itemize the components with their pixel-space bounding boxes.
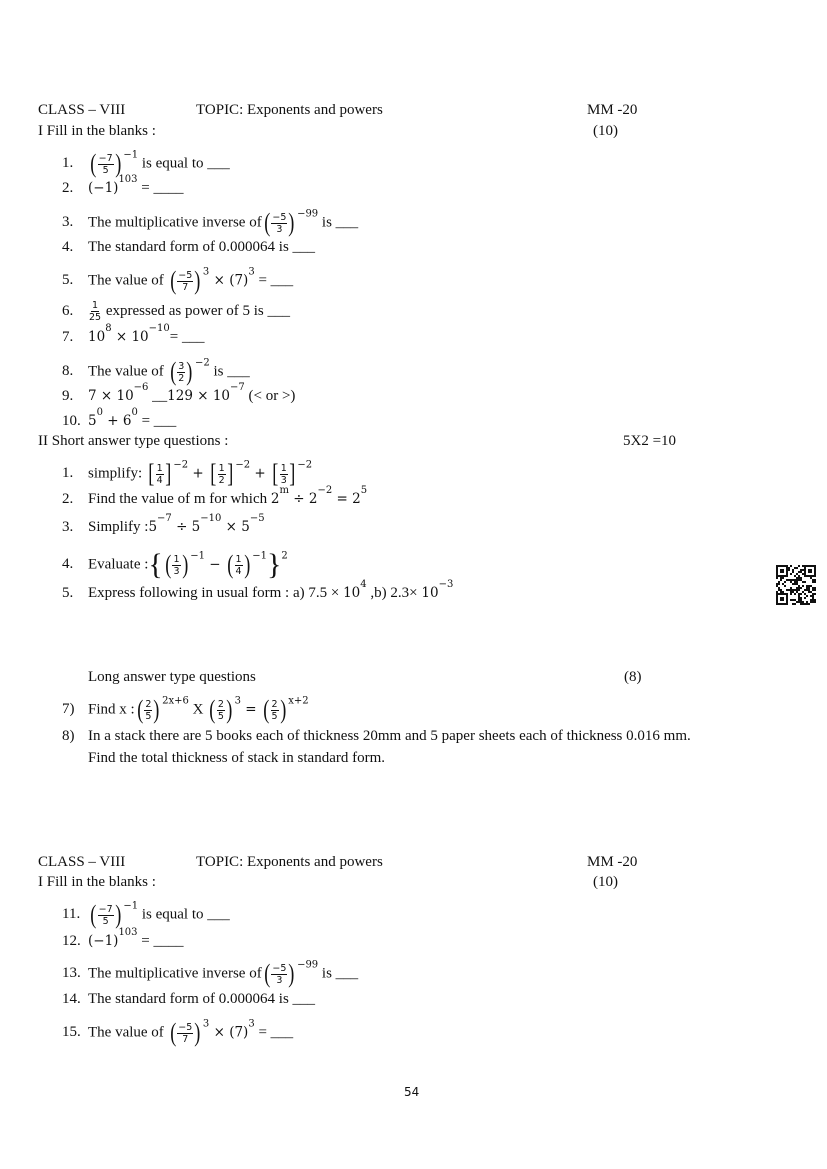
fraction-body	[172, 554, 180, 577]
numerator: −5	[272, 211, 287, 223]
exponent: −2	[297, 459, 313, 471]
fraction	[89, 300, 101, 323]
question-item	[62, 1020, 293, 1046]
question-number: 7.	[62, 329, 74, 345]
fraction	[271, 461, 296, 487]
numerator: 1	[218, 462, 225, 474]
fraction-body	[218, 463, 226, 486]
question-number: 14.	[62, 991, 81, 1007]
math-expression: +	[188, 465, 208, 482]
bracket-close: ]	[226, 459, 234, 488]
question-item	[62, 268, 293, 294]
exponent: 4	[360, 579, 367, 590]
fraction	[226, 552, 251, 578]
fraction-body	[280, 463, 288, 486]
question-text: The value of	[88, 272, 168, 289]
bracket-open: (	[136, 695, 144, 724]
question-text: __	[148, 388, 168, 404]
math-expression: (−1)	[88, 180, 119, 196]
question-text: = ___	[254, 272, 294, 289]
bracket-open: (	[169, 1018, 176, 1047]
exponent: −1	[123, 149, 139, 161]
question-number: 1.	[62, 465, 74, 482]
question-item	[62, 151, 230, 177]
math-expression: 5	[148, 519, 158, 535]
exponent: −7	[230, 382, 245, 393]
exponent: 5	[360, 485, 368, 496]
numerator: 1	[156, 462, 163, 474]
question-item	[62, 548, 288, 581]
math-expression: ÷ 5	[171, 519, 201, 535]
bracket-open: (	[90, 149, 97, 178]
exponent: 2	[281, 550, 288, 562]
bracket-close: ]	[289, 459, 296, 488]
fraction-body	[156, 463, 164, 486]
section-title: Long answer type questions	[88, 669, 256, 685]
fraction-body	[177, 361, 185, 384]
exponent: m	[279, 485, 289, 496]
exponent: 2x+6	[162, 695, 189, 707]
question-item	[62, 961, 358, 987]
exponent: 103	[118, 927, 138, 938]
question-item	[62, 359, 250, 385]
question-item	[62, 407, 177, 430]
exponent: −3	[438, 579, 454, 590]
question-item	[62, 323, 205, 346]
question-text: is ___	[209, 363, 250, 380]
question-number: 5.	[62, 272, 74, 289]
exponent: −6	[133, 382, 149, 393]
fraction	[147, 461, 172, 487]
question-text: = ___	[137, 413, 177, 429]
math-expression: 10	[421, 585, 439, 601]
denominator: 3	[276, 223, 283, 235]
question-number: 13.	[62, 965, 81, 982]
question-text: is equal to ___	[138, 906, 230, 923]
exponent: 0	[131, 407, 138, 418]
question-number: 2.	[62, 491, 74, 507]
question-text: The multiplicative inverse of	[88, 965, 262, 982]
question-text: expressed as power of 5 is ___	[102, 302, 290, 319]
denominator: 5	[217, 710, 224, 722]
denominator: 3	[173, 565, 180, 577]
exponent: 0	[96, 407, 103, 418]
denominator: 4	[235, 565, 242, 577]
numerator: 1	[173, 553, 180, 565]
question-number: 8.	[62, 363, 74, 380]
bracket-open: (	[264, 208, 271, 237]
fraction	[164, 552, 189, 578]
fraction	[89, 902, 122, 928]
denominator: 2	[218, 474, 225, 486]
question-text: The value of	[88, 363, 168, 380]
fraction-body	[98, 153, 114, 176]
question-text: Find the total thickness of stack in standard form.	[88, 750, 386, 766]
exponent: −99	[297, 208, 319, 220]
question-number: 11.	[62, 906, 81, 923]
exponent: 103	[118, 174, 138, 185]
math-expression: ÷ 2	[288, 491, 318, 507]
question-number: 7)	[62, 701, 75, 718]
fraction-body	[98, 904, 114, 927]
exponent: 3	[202, 1018, 210, 1030]
fraction	[263, 961, 296, 987]
bracket-close: )	[186, 357, 193, 386]
question-item	[62, 485, 368, 508]
bracket-close: )	[181, 550, 188, 579]
math-expression: + 6	[102, 413, 132, 429]
numerator: −7	[98, 903, 113, 915]
numerator: 3	[178, 360, 185, 372]
question-text: is equal to ___	[138, 155, 230, 172]
fraction	[169, 359, 194, 385]
fraction-body	[271, 963, 287, 986]
fraction	[208, 697, 233, 723]
numerator: −7	[98, 152, 113, 164]
denominator: 5	[145, 710, 152, 722]
math-expression: × (7)	[209, 1024, 249, 1041]
denominator: 3	[280, 474, 287, 486]
denominator: 7	[182, 281, 189, 293]
question-text: X	[188, 701, 208, 718]
fraction-body	[271, 699, 279, 722]
question-text: simplify:	[88, 465, 146, 482]
fraction	[169, 1020, 202, 1046]
question-text: The multiplicative inverse of	[88, 214, 262, 231]
question-text: = ____	[137, 933, 184, 949]
fraction-body	[177, 270, 193, 293]
math-expression: =	[240, 701, 261, 718]
bracket-open: (	[169, 266, 176, 295]
question-item	[62, 461, 312, 487]
math-expression: 10	[88, 329, 106, 345]
section-marks: (10)	[593, 874, 618, 890]
question-item	[62, 902, 230, 928]
fraction-body	[177, 1022, 193, 1045]
question-item	[62, 697, 309, 723]
math-expression: 10	[343, 585, 361, 601]
fraction	[263, 210, 296, 236]
exponent: −7	[157, 513, 172, 524]
question-number: 15.	[62, 1024, 81, 1041]
exponent: 3	[202, 266, 210, 278]
math-expression: 7 × 10	[88, 388, 134, 404]
exponent: −1	[190, 550, 205, 562]
numerator: −5	[272, 962, 287, 974]
section-title: I Fill in the blanks :	[38, 874, 156, 890]
bracket-open: [	[148, 459, 155, 488]
max-marks: MM -20	[587, 102, 638, 118]
bracket-open: [	[210, 459, 217, 488]
fraction-body	[144, 699, 152, 722]
math-expression: × 10	[111, 329, 149, 345]
fraction-body	[235, 554, 243, 577]
brace: }	[266, 548, 282, 581]
topic-label: TOPIC: Exponents and powers	[196, 854, 383, 870]
question-text: The standard form of 0.000064 is ___	[88, 991, 316, 1007]
bracket-open: (	[165, 550, 172, 579]
question-number: 12.	[62, 933, 81, 949]
denominator: 25	[89, 312, 102, 323]
question-item	[62, 579, 454, 602]
question-item	[62, 513, 265, 536]
bracket-close: )	[243, 550, 250, 579]
bracket-close: )	[194, 266, 201, 295]
question-number: 3.	[62, 214, 74, 231]
math-expression: +	[250, 465, 271, 482]
math-expression: 5	[88, 413, 97, 429]
bracket-close: )	[194, 1018, 201, 1047]
question-text: = ___	[254, 1024, 294, 1041]
class-label: CLASS – VIII	[38, 102, 126, 118]
question-item	[62, 382, 296, 405]
question-number: 5.	[62, 585, 74, 601]
question-text: The standard form of 0.000064 is ___	[88, 239, 316, 255]
denominator: 5	[102, 164, 109, 176]
question-text: The value of	[88, 1024, 168, 1041]
bracket-open: (	[209, 695, 216, 724]
question-number: 8)	[62, 728, 75, 744]
math-expression: (−1)	[88, 933, 119, 949]
brace: {	[148, 548, 163, 581]
exponent: 3	[234, 695, 241, 707]
numerator: −5	[178, 1021, 193, 1033]
question-number: 10.	[62, 413, 81, 429]
section-marks: 5X2 =10	[623, 433, 677, 449]
exponent: −2	[317, 485, 333, 496]
question-number: 4.	[62, 239, 74, 255]
denominator: 4	[156, 474, 163, 486]
question-item	[62, 174, 184, 197]
question-text: Express following in usual form : a) 7.5 ×	[88, 585, 344, 601]
question-number: 9.	[62, 388, 74, 404]
numerator: 1	[280, 462, 287, 474]
page-number: 54	[404, 1085, 420, 1099]
denominator: 5	[102, 915, 109, 927]
exponent: −2	[173, 459, 189, 471]
question-item	[62, 238, 315, 256]
bracket-close: )	[288, 959, 295, 988]
math-expression: × (7)	[209, 272, 249, 289]
exponent: 3	[248, 266, 255, 278]
bracket-close: )	[114, 149, 122, 178]
question-text: Evaluate :	[88, 556, 149, 573]
exponent: −5	[249, 513, 265, 524]
section-title: I Fill in the blanks :	[38, 123, 156, 139]
math-expression: 129 × 10	[167, 388, 231, 404]
bracket-close: )	[288, 208, 295, 237]
numerator: 1	[235, 553, 242, 565]
numerator: 2	[217, 698, 224, 710]
section-marks: (10)	[593, 123, 618, 139]
fraction-body	[89, 300, 101, 323]
math-expression: × 5	[221, 519, 250, 535]
fraction	[169, 268, 202, 294]
denominator: 3	[276, 974, 283, 986]
question-text: = ___	[169, 329, 205, 345]
qr-code-icon	[776, 565, 816, 605]
exponent: −99	[297, 959, 319, 971]
math-expression: 2	[270, 491, 280, 507]
question-item	[62, 990, 315, 1008]
question-number: 3.	[62, 519, 74, 535]
question-text: Find x :	[88, 701, 135, 718]
math-expression: −	[204, 556, 225, 573]
bracket-open: [	[272, 459, 279, 488]
question-number: 2.	[62, 180, 74, 196]
bracket-open: (	[227, 550, 234, 579]
question-text: ,b) 2.3×	[366, 585, 422, 601]
section-title: II Short answer type questions :	[38, 433, 229, 449]
class-label: CLASS – VIII	[38, 854, 126, 870]
bracket-open: (	[264, 959, 271, 988]
exponent: −1	[252, 550, 267, 562]
exponent: −2	[235, 459, 251, 471]
fraction	[262, 697, 287, 723]
numerator: 2	[145, 698, 152, 710]
exponent: x+2	[288, 695, 309, 707]
denominator: 2	[178, 372, 185, 384]
question-number: 6.	[62, 302, 74, 319]
question-number: 4.	[62, 556, 74, 573]
bracket-close: )	[226, 695, 233, 724]
numerator: −5	[178, 269, 193, 281]
question-text: = ____	[137, 180, 184, 196]
bracket-close: )	[114, 900, 122, 929]
exponent: −2	[194, 357, 210, 369]
exponent: 3	[248, 1018, 255, 1030]
question-text: In a stack there are 5 books each of thickness 20mm and 5 paper sheets each of thickness 0.016 mm.	[88, 728, 691, 744]
math-expression: = 2	[332, 491, 361, 507]
max-marks: MM -20	[587, 854, 638, 870]
denominator: 5	[271, 710, 278, 722]
question-text: is ___	[318, 965, 359, 982]
bracket-close: )	[279, 695, 286, 724]
fraction	[136, 697, 161, 723]
question-number: 1.	[62, 155, 74, 172]
bracket-open: (	[169, 357, 176, 386]
question-item	[62, 927, 184, 950]
exponent: −1	[123, 900, 139, 912]
question-item	[88, 749, 385, 767]
exponent: 8	[105, 323, 112, 334]
fraction	[209, 461, 234, 487]
question-item	[62, 727, 691, 745]
numerator: 1	[92, 300, 99, 311]
question-text: (< or >)	[244, 388, 296, 404]
bracket-open: (	[263, 695, 270, 724]
topic-label: TOPIC: Exponents and powers	[196, 102, 383, 118]
exponent: −10	[200, 513, 222, 524]
fraction-body	[217, 699, 225, 722]
bracket-close: )	[153, 695, 160, 724]
question-item	[62, 300, 290, 323]
bracket-open: (	[90, 900, 97, 929]
denominator: 7	[182, 1033, 189, 1045]
question-item	[62, 210, 358, 236]
bracket-close: ]	[164, 459, 172, 488]
question-text: Find the value of m for which	[88, 491, 271, 507]
numerator: 2	[271, 698, 278, 710]
question-text: Simplify :	[88, 519, 149, 535]
fraction-body	[271, 212, 287, 235]
exponent: −10	[148, 323, 170, 334]
section-marks: (8)	[624, 669, 642, 685]
question-text: is ___	[318, 214, 359, 231]
